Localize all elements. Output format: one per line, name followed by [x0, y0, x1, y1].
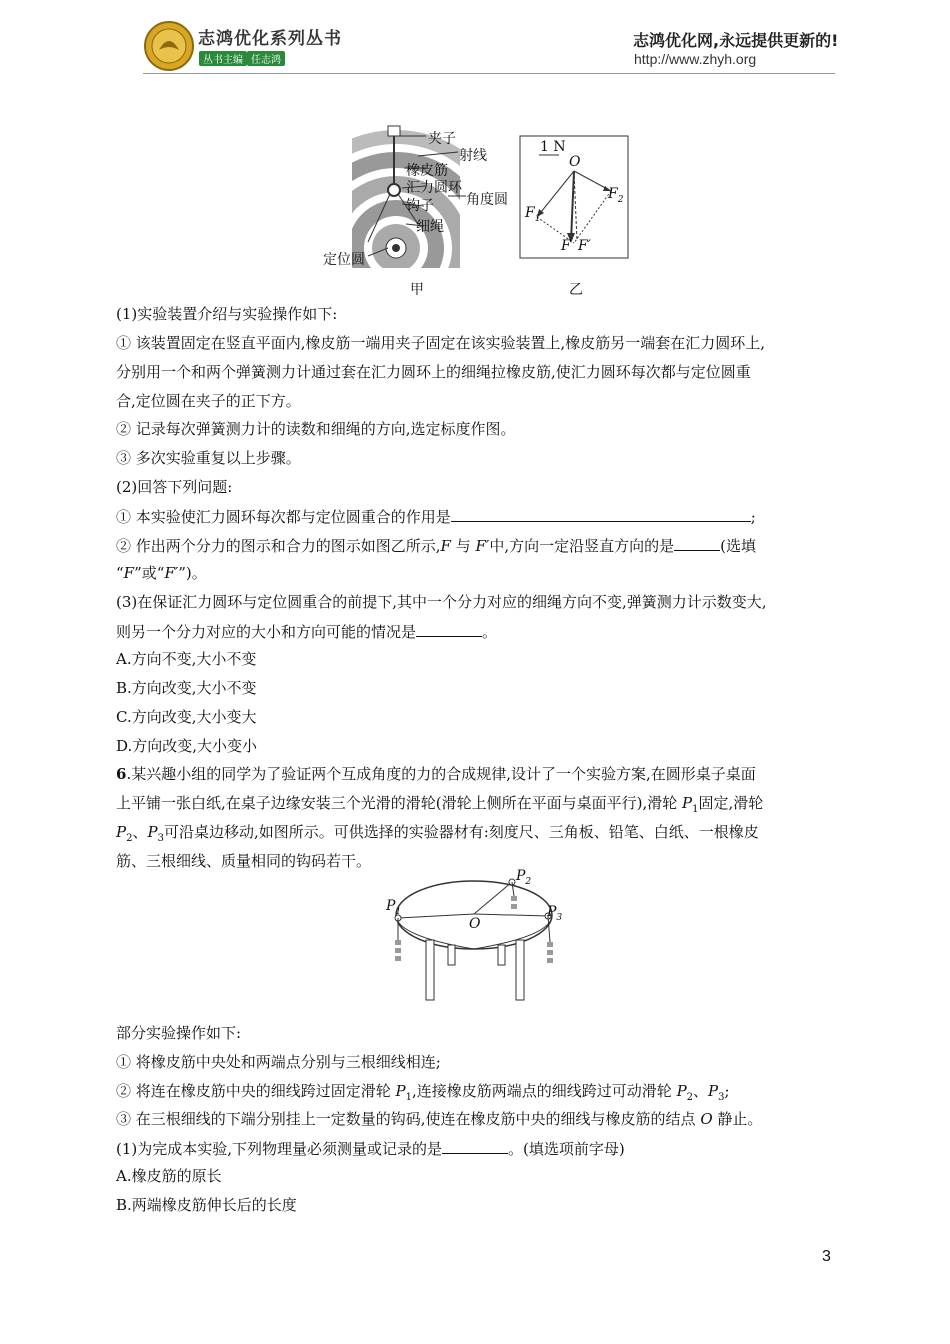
q6-option-b: B.两端橡皮筋伸长后的长度	[116, 1196, 297, 1214]
label-clip: 夹子	[428, 131, 456, 147]
q6-line2: 上平铺一张白纸,在桌子边缘安装三个光滑的滑轮(滑轮上侧所在平面与桌面平行),滑轮 $P_1$固定,滑轮	[116, 794, 764, 815]
label-F1: $F_1$	[525, 205, 541, 224]
label-scale: 1 N	[540, 139, 566, 155]
label-ray: 射线	[459, 148, 487, 164]
q5-part3-line2: 则另一个分力对应的大小和方向可能的情况是 。	[116, 623, 498, 641]
caption-yi: 乙	[569, 282, 583, 298]
header-url[interactable]: http://www.zhyh.org	[634, 51, 757, 67]
q6-part1: (1)为完成本实验,下列物理量必须测量或记录的是 。(填选项前字母)	[116, 1140, 625, 1158]
q5-part2-q1: ① 本实验使汇力圆环每次都与定位圆重合的作用是 ;	[116, 508, 756, 526]
label-F: F	[561, 238, 571, 254]
q5-step2: ② 记录每次弹簧测力计的读数和细绳的方向,选定标度作图。	[116, 420, 516, 438]
label-O-table: O	[469, 916, 481, 932]
q5-part2-title: (2)回答下列问题:	[116, 478, 233, 496]
answer-blank-1[interactable]	[451, 506, 751, 522]
q5-step1-line2: 分别用一个和两个弹簧测力计通过套在汇力圆环上的细绳拉橡皮筋,使汇力圆环每次都与定位圆重	[116, 363, 751, 381]
answer-blank-2[interactable]	[674, 535, 720, 551]
q6-ops-title: 部分实验操作如下:	[116, 1024, 242, 1042]
q5-part2-q2-line2: “F”或“F′”)。	[116, 564, 207, 582]
answer-blank-4[interactable]	[442, 1138, 508, 1154]
header-slogan: 志鸿优化网,永远提供更新的!	[633, 31, 839, 50]
publisher-logo-icon	[143, 20, 195, 72]
label-O: O	[569, 154, 581, 170]
q5-step3: ③ 多次实验重复以上步骤。	[116, 449, 301, 467]
label-string: 细绳	[416, 219, 444, 235]
header-brand: 志鸿优化系列丛书	[198, 29, 342, 49]
label-angle: 角度圆	[466, 192, 508, 208]
q6-op3: ③ 在三根细线的下端分别挂上一定数量的钩码,使连在橡皮筋中央的细线与橡皮筋的结点 O 静止。	[116, 1110, 763, 1128]
q6-option-a: A.橡皮筋的原长	[116, 1167, 222, 1185]
page-number: 3	[822, 1248, 831, 1265]
q5-option-c: C.方向改变,大小变大	[116, 708, 257, 726]
label-ring: 汇力圆环	[406, 180, 462, 196]
label-P3: $P_3$	[547, 904, 563, 923]
header-editor-name: 任志鸿	[247, 51, 285, 66]
label-hook: 钩子	[406, 198, 434, 214]
label-P2: $P_2$	[516, 868, 532, 887]
label-F2: $F_2$	[608, 186, 624, 205]
q5-step1-line3: 合,定位圆在夹子的正下方。	[116, 392, 301, 410]
q6-op1: ① 将橡皮筋中央处和两端点分别与三根细线相连;	[116, 1053, 441, 1071]
label-band: 橡皮筋	[406, 163, 448, 179]
q5-option-d: D.方向改变,大小变小	[116, 737, 258, 755]
answer-blank-3[interactable]	[416, 621, 482, 637]
q6-op2: ② 将连在橡皮筋中央的细线跨过固定滑轮 $P_1$,连接橡皮筋两端点的细线跨过可动滑轮 $P_2$、$P_3$;	[116, 1082, 730, 1103]
q5-part1-title: (1)实验装置介绍与实验操作如下:	[116, 305, 338, 323]
label-P1: $P_1$	[386, 898, 402, 917]
figure-round-table	[380, 870, 580, 1010]
q6-line1: 6.某兴趣小组的同学为了验证两个互成角度的力的合成规律,设计了一个实验方案,在圆形桌子桌面	[116, 765, 756, 783]
q6-line4: 筋、三根细线、质量相同的钩码若干。	[116, 852, 372, 870]
label-locator: 定位圆	[323, 252, 365, 268]
header-divider	[143, 73, 835, 74]
q5-option-a: A.方向不变,大小不变	[116, 650, 257, 668]
header-editor-tag: 丛书主编	[199, 51, 247, 66]
label-Fprime: F′	[578, 238, 591, 254]
q5-step1-line1: ① 该装置固定在竖直平面内,橡皮筋一端用夹子固定在该实验装置上,橡皮筋另一端套在汇力圆环上,	[116, 334, 766, 352]
q5-part3-line1: (3)在保证汇力圆环与定位圆重合的前提下,其中一个分力对应的细绳方向不变,弹簧测力计示数变大,	[116, 593, 767, 611]
caption-jia: 甲	[410, 282, 424, 298]
q6-line3: $P_2$、$P_3$可沿桌边移动,如图所示。可供选择的实验器材有:刻度尺、三角板、铅笔、白纸、一根橡皮	[116, 823, 759, 844]
q5-option-b: B.方向改变,大小不变	[116, 679, 257, 697]
q5-part2-q2-line1: ② 作出两个分力的图示和合力的图示如图乙所示,F 与 F′中,方向一定沿竖直方向的是 (选填	[116, 537, 756, 555]
